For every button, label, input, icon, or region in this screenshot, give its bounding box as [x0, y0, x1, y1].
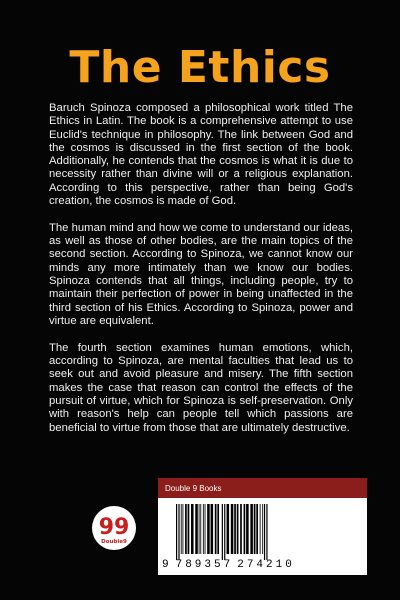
barcode-bar [200, 504, 201, 554]
publisher-logo-icon [91, 505, 137, 551]
barcode-bar [211, 504, 214, 554]
barcode-bar [185, 504, 187, 554]
barcode-bar [262, 504, 263, 554]
barcode-bar [188, 504, 190, 554]
barcode-bar [240, 504, 242, 554]
book-description [49, 102, 353, 448]
barcode-bar [227, 504, 230, 554]
barcode-bar [199, 504, 200, 554]
barcode-bar [256, 504, 258, 554]
barcode-bar [237, 504, 239, 554]
barcode-bar [224, 504, 225, 560]
isbn-part-1: 9 [162, 559, 172, 571]
barcode-bar [231, 504, 234, 554]
logo-subtext: Double9 [101, 539, 127, 545]
barcode-bar [222, 504, 223, 560]
barcode-bar [217, 504, 219, 554]
barcode-bar [176, 504, 177, 560]
barcode-bar [250, 504, 253, 554]
barcode-bar [207, 504, 210, 554]
description-paragraph-3: The fourth section examines human emotions, which, according to Spinoza, are mental faculties that lead us to seek out and avoid pleasure and misery. The fifth section makes the case that reason can control the effects of the pursuit of virtue, which for Spinoza is self-preservation. Only with reason's help can people tell which passions are beneficial to virtue from those that are ultimately destructive. [49, 341, 353, 434]
isbn-part-2: 789357 [175, 559, 234, 571]
isbn-barcode [158, 498, 367, 575]
barcode-bar [234, 504, 236, 554]
barcode-bar [205, 504, 206, 554]
barcode-bar [260, 504, 261, 554]
barcode-bars [164, 504, 361, 560]
barcode-bar [181, 504, 182, 554]
barcode-bar [183, 504, 184, 554]
isbn-part-3: 274210 [237, 559, 295, 571]
barcode-bar [254, 504, 256, 554]
publisher-name: Double 9 Books [165, 484, 222, 493]
barcode-bar [191, 504, 194, 554]
book-title: The Ethics [69, 42, 331, 93]
barcode-bar [203, 504, 204, 554]
barcode-bar [178, 504, 179, 560]
barcode-bar [266, 504, 267, 560]
isbn-number [162, 559, 362, 571]
barcode-bar [244, 504, 246, 554]
logo-number: 99 [98, 515, 130, 540]
barcode-bar [246, 504, 249, 554]
barcode-bar [264, 504, 265, 560]
barcode-bar [195, 504, 198, 554]
publisher-name-bar [158, 478, 367, 498]
description-paragraph-2: The human mind and how we come to understand our ideas, as well as those of other bodies, are the main topics of the second section. According to Spinoza, we cannot know our minds any more intimately than we know our bodies. Spinoza contends that all things, including people, try to maintain their perfection of power in being unaffected in the third section of his Ethics. According to Spinoza, power and virtue are equivalent. [49, 221, 353, 327]
barcode-bar [215, 504, 217, 554]
description-paragraph-1: Baruch Spinoza composed a philosophical work titled The Ethics in Latin. The book is a comprehensive attempt to use Euclid's technique in philosophy. The link between God and the cosmos is discussed in the first section of the book. Additionally, he contends that the cosmos is what it is due to necessity rather than divine will or a religious explanation. According to this perspective, rather than being God's creation, the cosmos is made of God. [49, 102, 353, 208]
